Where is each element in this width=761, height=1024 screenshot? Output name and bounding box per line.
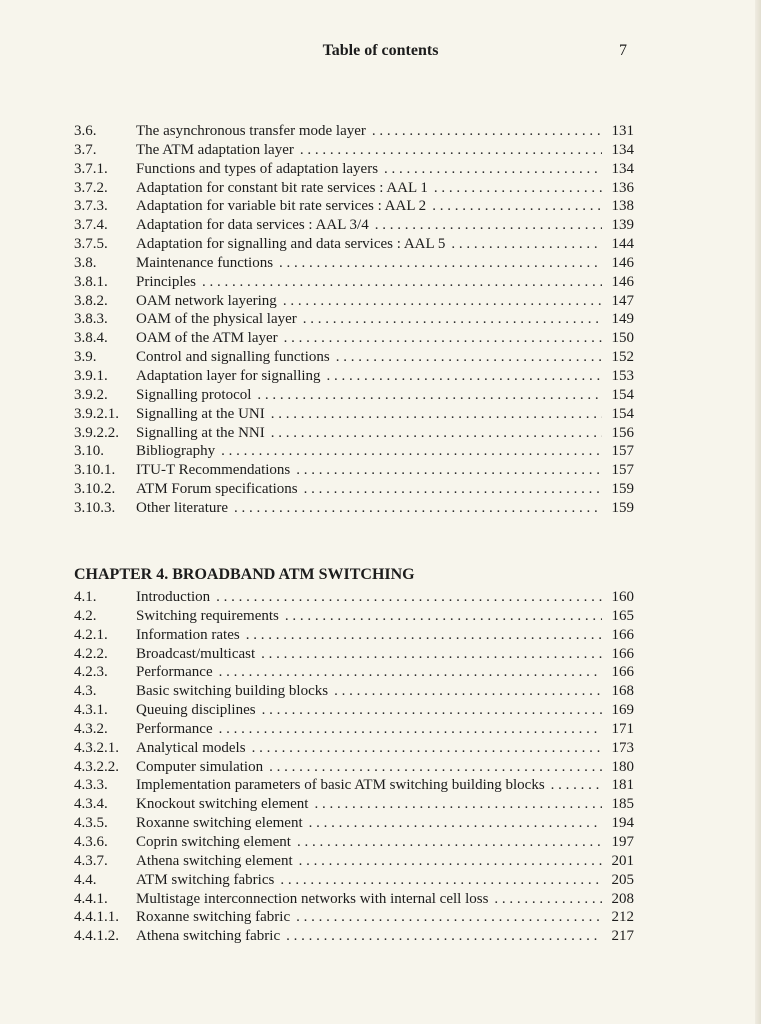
dot-leader [303, 310, 602, 329]
dot-leader [432, 197, 602, 216]
dot-leader [279, 254, 602, 273]
dot-leader [299, 852, 602, 871]
toc-entry-title: Multistage interconnection networks with internal cell loss [136, 890, 489, 907]
toc-entry-page: 131 [611, 123, 634, 139]
toc-entry-number: 4.3.1. [74, 702, 108, 719]
toc-entry [74, 254, 634, 273]
toc-entry-number: 3.8. [74, 254, 97, 271]
toc-entry-page: 136 [611, 179, 634, 196]
toc-entry-title: Adaptation for variable bit rate services : AAL 2 [136, 198, 427, 215]
toc-entry-page: 134 [611, 160, 634, 177]
toc-entry-number: 3.7.4. [74, 217, 108, 234]
toc-entry [74, 720, 634, 739]
toc-entry [74, 405, 634, 424]
dot-leader [246, 626, 602, 645]
toc-entry-page: 166 [611, 645, 634, 662]
dot-leader [280, 871, 602, 890]
toc-entry-page: 153 [611, 367, 634, 384]
toc-entry-page: 208 [611, 890, 634, 907]
toc-entry [74, 776, 634, 795]
toc-entry-page: 185 [611, 796, 634, 813]
toc-entry-page: 134 [611, 141, 634, 158]
dot-leader [372, 122, 602, 141]
toc-entry-page: 180 [611, 758, 634, 775]
toc-entry-title: Introduction [136, 589, 211, 605]
toc-entry-page: 173 [611, 739, 634, 756]
chapter-heading: CHAPTER 4. BROADBAND ATM SWITCHING [74, 566, 415, 583]
toc-entry-page: 139 [611, 217, 634, 234]
toc-entry-number: 4.2.2. [74, 645, 108, 662]
toc-entry [74, 235, 634, 254]
toc-entry-title: ATM Forum specifications [136, 481, 298, 498]
toc-entry [74, 588, 634, 607]
toc-entry-page: 154 [611, 405, 634, 422]
toc-entry-number: 3.9.1. [74, 367, 108, 384]
toc-entry-number: 3.8.3. [74, 311, 108, 328]
toc-entry-title: Functions and types of adaptation layers [136, 160, 379, 177]
toc-entry-title: Knockout switching element [136, 796, 309, 813]
toc-entry-number: 3.9.2. [74, 386, 108, 403]
toc-entry-number: 3.8.1. [74, 273, 108, 290]
toc-entry-page: 149 [611, 311, 634, 328]
dot-leader [309, 814, 602, 833]
dot-leader [257, 386, 602, 405]
toc-entry-title: Implementation parameters of basic ATM switching building blocks [136, 777, 545, 794]
dot-leader [219, 663, 602, 682]
dot-leader [286, 927, 602, 946]
toc-entry-title: Signalling at the UNI [136, 405, 265, 422]
toc-entry-page: 205 [611, 871, 634, 888]
toc-entry [74, 179, 634, 198]
toc-entry [74, 273, 634, 292]
toc-entry [74, 607, 634, 626]
toc-entry-number: 3.10.1. [74, 462, 116, 479]
toc-entry-page: 147 [611, 292, 634, 309]
toc-entry-title: Adaptation for signalling and data services : AAL 5 [136, 236, 446, 253]
toc-entry-title: ITU-T Recommendations [136, 462, 291, 479]
toc-entry [74, 386, 634, 405]
toc-entry [74, 626, 634, 645]
toc-entry-page: 144 [611, 236, 634, 253]
toc-entry-page: 152 [611, 349, 634, 366]
dot-leader [551, 776, 602, 795]
toc-entry [74, 663, 634, 682]
toc-entry-page: 201 [611, 852, 634, 869]
toc-entry-number: 4.3.4. [74, 796, 108, 813]
toc-entry-number: 4.2.1. [74, 626, 108, 643]
toc-entry [74, 160, 634, 179]
toc-entry-title: Coprin switching element [136, 833, 291, 850]
toc-entry [74, 480, 634, 499]
dot-leader [296, 908, 602, 927]
toc-entry [74, 216, 634, 235]
toc-entry [74, 739, 634, 758]
toc-entry-page: 171 [611, 720, 634, 737]
dot-leader [334, 682, 602, 701]
toc-entry [74, 310, 634, 329]
toc-entry-number: 4.3.2.2. [74, 758, 119, 775]
toc-entry-page: 150 [611, 330, 634, 347]
toc-entry-title: Athena switching fabric [136, 928, 281, 945]
toc-entry-page: 138 [611, 198, 634, 215]
toc-entry-title: Basic switching building blocks [136, 683, 329, 700]
toc-entry-page: 168 [611, 683, 634, 700]
toc-entry-title: Maintenance functions [136, 254, 274, 271]
toc-entry-number: 4.2. [74, 607, 97, 624]
toc-entry-title: Adaptation layer for signalling [136, 367, 321, 384]
dot-leader [384, 160, 602, 179]
dot-leader [252, 739, 602, 758]
toc-entry-number: 3.9.2.2. [74, 424, 119, 441]
dot-leader [336, 348, 602, 367]
toc-entry [74, 852, 634, 871]
toc-entry-page: 159 [611, 499, 634, 516]
toc-entry-number: 4.4.1. [74, 890, 108, 907]
toc-entry-title: Performance [136, 664, 213, 681]
dot-leader [221, 442, 602, 461]
toc-entry [74, 927, 634, 946]
toc-entry-page: 154 [611, 386, 634, 403]
dot-leader [314, 795, 602, 814]
toc-entry [74, 758, 634, 777]
dot-leader [375, 216, 602, 235]
toc-list-chapter4 [74, 588, 634, 946]
toc-entry [74, 424, 634, 443]
toc-entry-title: Control and signalling functions [136, 349, 330, 366]
toc-entry-title: Athena switching element [136, 852, 293, 869]
toc-entry-title: Signalling protocol [136, 386, 252, 403]
toc-entry [74, 795, 634, 814]
toc-entry [74, 442, 634, 461]
toc-entry [74, 814, 634, 833]
toc-entry [74, 122, 634, 141]
toc-entry-number: 3.8.2. [74, 292, 108, 309]
toc-entry-title: Principles [136, 273, 196, 290]
toc-entry-page: 146 [611, 254, 634, 271]
toc-entry-title: ATM switching fabrics [136, 871, 275, 888]
dot-leader [434, 179, 602, 198]
toc-entry-title: Signalling at the NNI [136, 424, 265, 441]
toc-entry-title: Other literature [136, 499, 229, 516]
dot-leader [283, 292, 602, 311]
toc-entry [74, 701, 634, 720]
toc-entry-number: 3.9. [74, 349, 97, 366]
toc-entry-title: Roxanne switching fabric [136, 909, 291, 926]
toc-entry-number: 3.7.3. [74, 198, 108, 215]
toc-entry-page: 146 [611, 273, 634, 290]
page-edge [755, 0, 761, 1024]
toc-entry-title: Information rates [136, 626, 240, 643]
toc-entry [74, 141, 634, 160]
toc-entry-number: 3.7. [74, 141, 97, 158]
toc-entry-number: 4.3.6. [74, 833, 108, 850]
toc-entry-number: 4.3.7. [74, 852, 108, 869]
toc-entry-title: Adaptation for constant bit rate services : AAL 1 [136, 179, 428, 196]
dot-leader [297, 833, 602, 852]
dot-leader [451, 235, 602, 254]
toc-entry-title: OAM network layering [136, 292, 277, 309]
toc-entry-page: 159 [611, 481, 634, 498]
toc-entry-title: Bibliography [136, 443, 216, 460]
dot-leader [216, 588, 602, 607]
toc-entry-number: 3.9.2.1. [74, 405, 119, 422]
toc-entry-number: 4.4.1.1. [74, 909, 119, 926]
toc-entry-number: 3.10. [74, 443, 104, 460]
toc-entry-number: 4.2.3. [74, 664, 108, 681]
dot-leader [300, 141, 602, 160]
toc-entry [74, 292, 634, 311]
dot-leader [304, 480, 602, 499]
toc-entry [74, 461, 634, 480]
dot-leader [271, 424, 602, 443]
toc-entry [74, 348, 634, 367]
dot-leader [271, 405, 602, 424]
toc-entry-number: 4.3.5. [74, 815, 108, 832]
dot-leader [327, 367, 602, 386]
toc-entry-title: Analytical models [136, 739, 246, 756]
toc-entry-number: 4.3.2. [74, 720, 108, 737]
dot-leader [234, 499, 602, 518]
dot-leader [494, 890, 602, 909]
toc-entry [74, 197, 634, 216]
toc-entry-page: 194 [611, 815, 634, 832]
toc-entry-page: 166 [611, 626, 634, 643]
toc-entry-title: The asynchronous transfer mode layer [136, 123, 366, 139]
toc-entry-page: 156 [611, 424, 634, 441]
dot-leader [284, 329, 602, 348]
page-number: 7 [619, 42, 627, 59]
toc-entry [74, 833, 634, 852]
toc-entry-number: 4.3.3. [74, 777, 108, 794]
toc-entry-number: 4.1. [74, 589, 97, 605]
toc-entry [74, 871, 634, 890]
toc-entry-title: OAM of the physical layer [136, 311, 297, 328]
toc-entry [74, 645, 634, 664]
dot-leader [285, 607, 602, 626]
toc-entry-page: 181 [611, 777, 634, 794]
toc-entry [74, 908, 634, 927]
toc-entry-title: Queuing disciplines [136, 702, 256, 719]
toc-entry-page: 157 [611, 462, 634, 479]
toc-entry [74, 890, 634, 909]
toc-entry-number: 3.10.3. [74, 499, 116, 516]
toc-entry-page: 217 [611, 928, 634, 945]
dot-leader [202, 273, 602, 292]
toc-entry-title: Roxanne switching element [136, 815, 303, 832]
toc-entry-number: 3.10.2. [74, 481, 116, 498]
toc-entry-number: 4.4.1.2. [74, 928, 119, 945]
toc-entry-page: 165 [611, 607, 634, 624]
toc-entry-page: 197 [611, 833, 634, 850]
toc-entry [74, 367, 634, 386]
dot-leader [219, 720, 602, 739]
toc-entry-number: 3.7.1. [74, 160, 108, 177]
toc-entry-page: 166 [611, 664, 634, 681]
toc-entry-page: 169 [611, 702, 634, 719]
toc-entry-title: Adaptation for data services : AAL 3/4 [136, 217, 369, 234]
toc-entry-number: 4.3.2.1. [74, 739, 119, 756]
toc-entry-number: 4.3. [74, 683, 97, 700]
toc-entry-title: OAM of the ATM layer [136, 330, 278, 347]
toc-entry-number: 3.7.5. [74, 236, 108, 253]
toc-entry-number: 3.6. [74, 123, 97, 139]
toc-entry-title: The ATM adaptation layer [136, 141, 294, 158]
toc-entry-number: 3.8.4. [74, 330, 108, 347]
running-title: Table of contents [322, 42, 439, 59]
dot-leader [261, 645, 602, 664]
toc-entry-title: Broadcast/multicast [136, 645, 256, 662]
toc-entry-page: 160 [611, 589, 634, 605]
toc-entry-title: Switching requirements [136, 607, 279, 624]
toc-entry-page: 157 [611, 443, 634, 460]
dot-leader [269, 758, 602, 777]
dot-leader [296, 461, 602, 480]
dot-leader [262, 701, 602, 720]
toc-entry-title: Performance [136, 720, 213, 737]
toc-entry [74, 682, 634, 701]
toc-entry-page: 212 [611, 909, 634, 926]
toc-entry [74, 499, 634, 518]
toc-entry-number: 4.4. [74, 871, 97, 888]
toc-entry [74, 329, 634, 348]
toc-entry-title: Computer simulation [136, 758, 264, 775]
toc-entry-number: 3.7.2. [74, 179, 108, 196]
toc-list-chapter3-continued [74, 122, 634, 518]
